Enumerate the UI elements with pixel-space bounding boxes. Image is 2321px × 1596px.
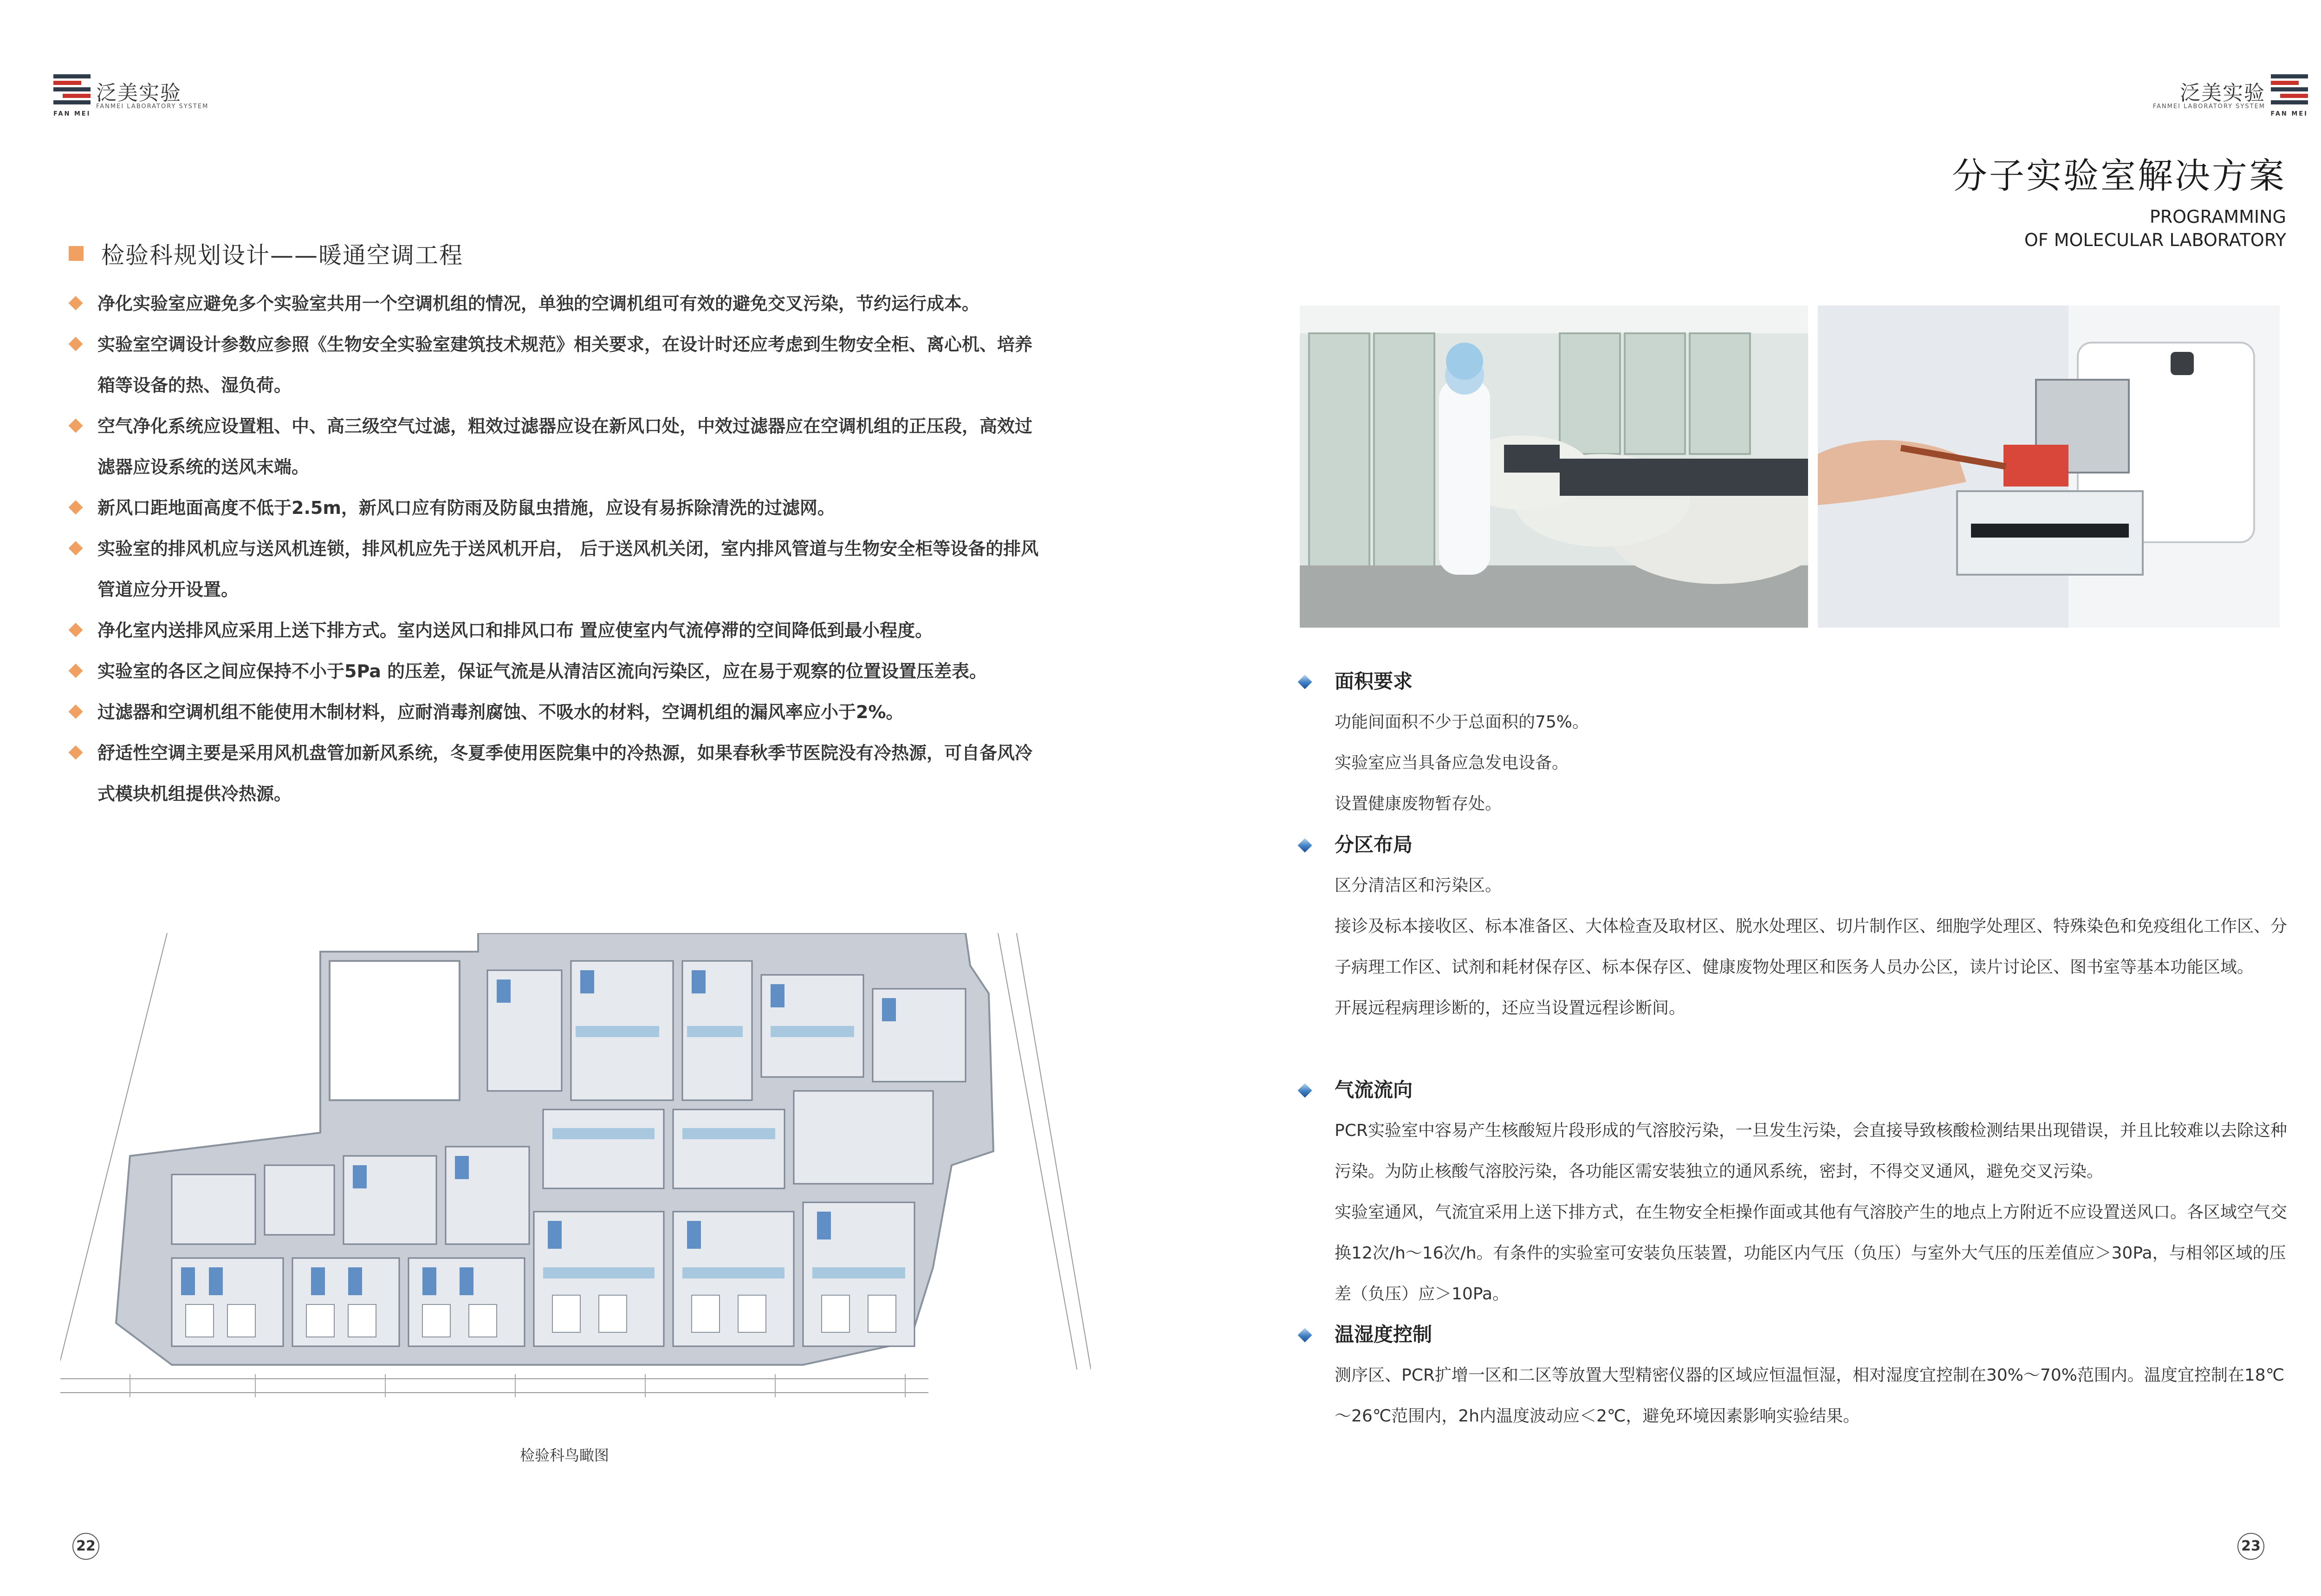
section-temperature-humidity: [1300, 1321, 2289, 1437]
page-number-left: 22: [72, 1533, 99, 1560]
bullet-item: 实验室空调设计参数应参照《生物安全实验室建筑技术规范》相关要求，在设计时还应考虑到生物安全柜、离心机、培养箱等设备的热、湿负荷。: [69, 324, 1048, 406]
section-heading: 温湿度控制: [1300, 1321, 2289, 1349]
brand-name: 泛美实验: [2180, 81, 2265, 105]
brand-name: 泛美实验: [96, 81, 182, 105]
brand-name-en-full: FANMEI LABORATORY SYSTEM: [2152, 103, 2265, 110]
bullet-item: 空气净化系统应设置粗、中、高三级空气过滤，粗效过滤器应设在新风口处，中效过滤器应在空调机组的正压段，高效过滤器应设系统的送风末端。: [69, 406, 1048, 487]
brand-name-en-short: FAN MEI: [2270, 110, 2308, 117]
brand-name-en-full: FANMEI LABORATORY SYSTEM: [96, 103, 209, 110]
section-line: 设置健康废物暂存处。: [1335, 794, 1502, 813]
bullet-item: 新风口距地面高度不低于2.5m，新风口应有防雨及防鼠虫措施，应设有易拆除清洗的过滤网。: [69, 487, 1048, 528]
subtitle-line-2: OF MOLECULAR LABORATORY: [2024, 230, 2286, 250]
square-bullet-icon: [69, 246, 84, 261]
bullet-item: 实验室的各区之间应保持不小于5Pa 的压差，保证气流是从清洁区流向污染区，应在易于观察的位置设置压差表。: [69, 651, 1048, 692]
section-heading: 气流流向: [1300, 1076, 2289, 1104]
page-title: 分子实验室解决方案: [1952, 155, 2286, 196]
bullet-item: 实验室的排风机应与送风机连锁，排风机应先于送风机开启， 后于送风机关闭，室内排风管道与生物安全柜等设备的排风管道应分开设置。: [69, 528, 1048, 610]
bullet-item: 舒适性空调主要是采用风机盘管加新风系统，冬夏季使用医院集中的冷热源，如果春秋季节医院没有冷热源，可自备风冷式模块机组提供冷热源。: [69, 733, 1048, 814]
brand-logo-left: [53, 74, 209, 117]
section-zoning-layout: [1300, 831, 2289, 1029]
section-line: 实验室应当具备应急发电设备。: [1335, 753, 1569, 772]
floorplan-caption: 检验科鸟瞰图: [520, 1447, 609, 1464]
section-heading: 面积要求: [1300, 668, 2289, 695]
lab-aerial-floorplan-image: [60, 933, 1091, 1407]
bullet-item: 净化实验室应避免多个实验室共用一个空调机组的情况，单独的空调机组可有效的避免交叉污染，节约运行成本。: [69, 283, 1048, 324]
section-line: 开展远程病理诊断的，还应当设置远程诊断间。: [1335, 999, 1686, 1018]
brand-name-en-short: FAN MEI: [53, 110, 91, 117]
section-line: 接诊及标本接收区、标本准备区、大体检查及取材区、脱水处理区、切片制作区、细胞学处理区、特殊染色和免疫组化工作区、分子病理工作区、试剂和耗材保存区、标本保存区、健康废物处理区和医务人员办公区，读片讨论区、图书室等基本功能区域。: [1335, 917, 2288, 977]
bullet-item: 过滤器和空调机组不能使用木制材料，应耐消毒剂腐蚀、不吸水的材料，空调机组的漏风率应小于2%。: [69, 692, 1048, 733]
section-line: 实验室通风，气流宜采用上送下排方式，在生物安全柜操作面或其他有气溶胶产生的地点上方附近不应设置送风口。各区域空气交换12次/h～16次/h。有条件的实验室可安装负压装置，功能区内气压（负压）与室外大气压的压差值应＞30Pa，与相邻区域的压差（负压）应＞10Pa。: [1335, 1203, 2288, 1304]
brand-logo-right: [2152, 74, 2308, 117]
logo-icon: [2271, 74, 2308, 107]
section-header: [69, 237, 463, 270]
hvac-bullet-list: [69, 283, 1048, 814]
subtitle-line-1: PROGRAMMING: [2149, 207, 2286, 227]
section-line: 测序区、PCR扩增一区和二区等放置大型精密仪器的区域应恒温恒湿，相对湿度宜控制在30%～70%范围内。温度宜控制在18℃～26℃范围内，2h内温度波动应＜2℃，避免环境因素影响实验结果。: [1335, 1366, 2285, 1426]
section-line: PCR实验室中容易产生核酸短片段形成的气溶胶污染，一旦发生污染，会直接导致核酸检测结果出现错误，并且比较难以去除这种污染。为防止核酸气溶胶污染，各功能区需安装独立的通风系统，密封，不得交叉通风，避免交叉污染。: [1335, 1121, 2287, 1181]
section-line: 功能间面积不少于总面积的75%。: [1335, 713, 1589, 732]
section-airflow-direction: [1300, 1076, 2289, 1315]
section-line: 区分清洁区和污染区。: [1335, 876, 1502, 895]
microtome-photo: [1818, 305, 2280, 628]
logo-icon: [53, 74, 91, 107]
section-area-requirements: [1300, 668, 2289, 824]
section-heading: 分区布局: [1300, 831, 2289, 859]
page-number-right: 23: [2237, 1533, 2264, 1560]
lab-technician-photo: [1300, 305, 1808, 628]
bullet-item: 净化室内送排风应采用上送下排方式。室内送风口和排风口布 置应使室内气流停滞的空间降低到最小程度。: [69, 610, 1048, 651]
section-title: 检验科规划设计——暖通空调工程: [101, 242, 463, 269]
